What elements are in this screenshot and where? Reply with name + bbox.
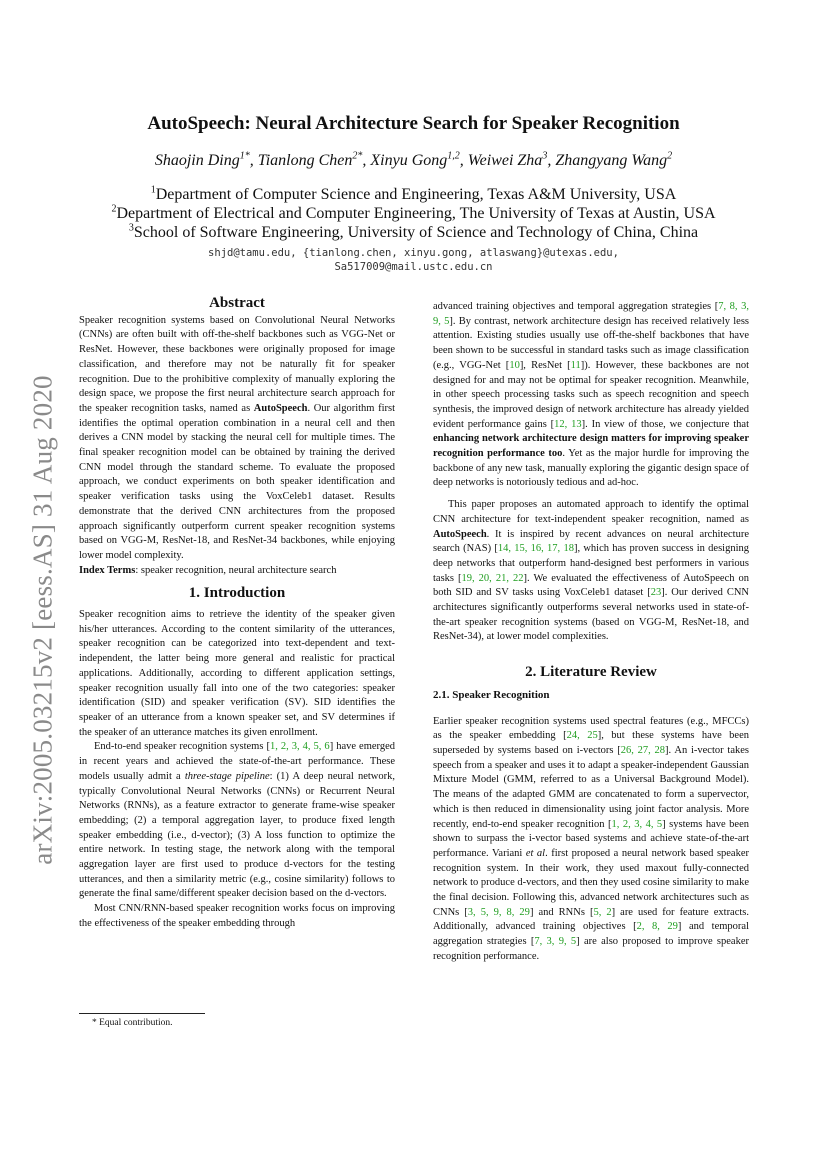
intro-paragraph: [79, 740, 395, 902]
text: : (1) A deep neural network, typically Convolutional Neural Networks (CNNs) or Recurrent Neural Networks (RNNs), as a feature extractor to generate frame-wise speaker embedding; (2) a temporal aggregation layer, to produce fixed length speaker embedding (i.e., d-vector); (3) A loss function to optimize the entire network. In testing stage, the network along with the temporal aggregation layer are first used to produce d-vectors for the testing utterances, and then a similarity metric (e.g., cosine similarity) follows to generate the final same/different speaker decision based on the d-vectors.: [79, 770, 395, 900]
text: ] and temporal aggregation strategies [: [433, 921, 749, 948]
intro-paragraph: [433, 300, 749, 491]
emphasis-bold: enhancing network architecture design matters for improving speaker recognition performance too: [433, 433, 749, 460]
citation-link[interactable]: 7, 8, 3, 9, 5: [433, 301, 750, 327]
intro-paragraph: [433, 498, 749, 645]
text: ], but these systems have been superseded by systems based on i-vectors [: [433, 730, 750, 756]
footnote-divider: [79, 1013, 205, 1014]
index-terms-text: : speaker recognition, neural architecture search: [135, 564, 337, 576]
text: ] are used for feature extracts. Additionally, advanced training objectives [: [433, 906, 750, 933]
affiliation: [0, 186, 827, 204]
left-column: [79, 296, 395, 932]
abstract-body: [79, 314, 395, 564]
affiliation-text: School of Software Engineering, University of Science and Technology of China, China: [133, 224, 699, 241]
email-line: shjd@tamu.edu, {tianlong.chen, xinyu.gong, atlaswang}@utexas.edu,: [208, 247, 619, 259]
text: . first proposed a neural network based speaker recognition system. In their work, they used maxout fully-connected network to produce d-vectors, and then they used cosine similarity to make the final decision. Following this, advanced network architectures such as CNNs [: [433, 847, 750, 918]
affiliation-number: 2: [111, 203, 117, 215]
emphasis-bold: AutoSpeech: [433, 528, 487, 540]
citation-link[interactable]: 7, 3, 9, 5: [534, 936, 577, 948]
author-name: Weiwei Zha: [467, 152, 543, 169]
citation-link[interactable]: 26, 27, 28: [620, 744, 666, 756]
index-terms-label: Index Terms: [79, 564, 136, 576]
citation-link[interactable]: 1, 2, 3, 4, 5, 6: [269, 741, 330, 753]
footnote: * Equal contribution.: [92, 1018, 173, 1028]
affiliation: [0, 205, 827, 223]
author-sup: 1*: [239, 150, 250, 162]
text: ], ResNet [: [519, 359, 571, 371]
citation-link[interactable]: 2, 8, 29: [636, 921, 678, 933]
citation-link[interactable]: 23: [650, 587, 662, 599]
citation-link[interactable]: 11: [570, 359, 581, 371]
text: ] are also proposed to improve speaker recognition performance.: [433, 936, 749, 962]
abstract-heading: Abstract: [209, 295, 265, 311]
emphasis: et al: [525, 847, 546, 859]
text: ]. In view of those, we conjecture that: [581, 418, 750, 430]
paper-title: AutoSpeech: Neural Architecture Search for Speaker Recognition: [147, 113, 680, 134]
text: ]. We evaluated the effectiveness of AutoSpeech on both SID and SV tasks using VoxCeleb1 dataset [: [433, 572, 750, 599]
affiliation: [0, 224, 827, 242]
citation-link[interactable]: 1, 2, 3, 4, 5: [611, 818, 663, 830]
arxiv-stamp-text: arXiv:2005.03215v2 [eess.AS] 31 Aug 2020: [27, 375, 58, 865]
text: ]. Our derived CNN architectures significantly outperforms several networks used in state-of-the-art speaker recognition systems (based on VGG-M, ResNet-18, and ResNet-34), at lower model complexities.: [433, 587, 749, 643]
citation-link[interactable]: 12, 13: [554, 418, 582, 430]
author-sup: 3: [542, 150, 548, 162]
text: ]). However, these backbones are not designed for and may not be optimal for speaker recognition. Meanwhile, in other speech processing tasks such as speech recognition and speech synthesis, the improved design of network architecture has already yielded evident performance gains [: [433, 359, 749, 430]
lit-review-heading: 2. Literature Review: [525, 664, 657, 681]
author-list: Shaojin Ding$^{1*}$, Tianlong Chen$^{2*}$, Xinyu Gong$^{1,2}$, Weiwei Zha$^3$, Zhangyang Wang$^2$: [154, 150, 673, 169]
author-name: Zhangyang Wang: [555, 152, 668, 169]
text: ]. An i-vector takes speech from a speaker and uses it to adapt a speaker-independent Gaussian Mixture Model (GMM, referred to as a Universal Background Model). The means of the adapted GMM are concatenated to form a supervector, which is then reduced in dimensionality using joint factor analysis. More recently, end-to-end speaker recognition [: [433, 744, 749, 830]
citation-link[interactable]: 3, 5, 9, 8, 29: [467, 906, 530, 918]
index-terms: [79, 564, 395, 579]
affiliation-number: 3: [128, 222, 134, 234]
arxiv-stamp: [23, 350, 63, 890]
affiliation-text: Department of Computer Science and Engineering, Texas A&M University, USA: [155, 186, 677, 203]
affiliation-text: Department of Electrical and Computer Engineering, The University of Texas at Austin, USA: [116, 205, 716, 222]
text: ] systems have been shown to surpass the i-vector based systems and achieve state-of-the-art performance. Variani: [433, 818, 749, 859]
subsection-heading: 2.1. Speaker Recognition: [433, 688, 550, 701]
text: . It is inspired by recent advances on neural architecture search (NAS) [: [433, 528, 749, 555]
citation-link[interactable]: 24, 25: [566, 730, 598, 742]
text: ] and RNNs [: [529, 906, 594, 918]
abstract-system-name: AutoSpeech: [253, 402, 308, 414]
text: ], which has proven success in designing deep networks that outperform hand-designed best performers in various tasks [: [433, 543, 750, 584]
text: This paper proposes an automated approach to identify the optimal CNN architecture for text-independent speaker recognition, named as: [433, 499, 749, 525]
intro-heading: 1. Introduction: [188, 585, 286, 602]
affiliation-number: 1: [150, 184, 156, 196]
abstract-text: . Our algorithm first identifies the optimal operation combination in a neural cell and then derives a CNN model by stacking the neural cell for multiple times. The final speaker recognition model can be obtained by training the derived CNN model through the standard scheme. To evaluate the proposed approach, we conduct experiments on both speaker identification and speaker verification tasks using the VoxCeleb1 dataset. Results demonstrate that the derived CNN architectures from the proposed approach significantly outperform current speaker recognition systems based on VGG-M, ResNet-18, and ResNet-34 backbones, while enjoying lower model complexity.: [79, 402, 395, 561]
text: ]. By contrast, network architecture design has received relatively less attention. Existing studies usually use off-the-shelf backbones that have been shown to be successful in standard tasks such as image classification (e.g., VGG-Net [: [433, 315, 749, 371]
email-line: Sa517009@mail.ustc.edu.cn: [334, 261, 493, 273]
author-name: Xinyu Gong: [370, 152, 448, 169]
author-sup: 1,2: [447, 150, 460, 162]
author-name: Tianlong Chen: [257, 152, 353, 169]
text: Earlier speaker recognition systems used spectral features (e.g., MFCCs) as the speaker embedding [: [433, 715, 749, 742]
emphasis: three-stage pipeline: [184, 770, 270, 782]
citation-link[interactable]: 14, 15, 16, 17, 18: [497, 543, 574, 555]
lit-paragraph: [433, 715, 749, 965]
intro-paragraph: Speaker recognition aims to retrieve the identity of the speaker given his/her utterances. According to the content similarity of the utterances, speaker recognition can be categorized into text-dependent and text-independent, the latter being more general and realistic for practical applications. Additionally, according to different application settings, speaker recognition usually fall into one of the two categories: speaker identification (SID) and speaker verification (SV). SID identifies the speaker of an utterance from a known speaker set, and SV determines if the speaker of an utterance matches its given enrollment.: [79, 609, 395, 738]
right-column: [433, 300, 749, 965]
citation-link[interactable]: 19, 20, 21, 22: [461, 572, 524, 584]
citation-link[interactable]: 5, 2: [593, 906, 612, 918]
author-sup: 2: [667, 150, 673, 162]
abstract-text: Speaker recognition systems based on Convolutional Neural Networks (CNNs) are often built with off-the-shelf backbones such as VGG-Net or ResNet. However, these backbones were originally proposed for image classification, and therefore may not be naturally fit for speaker recognition. Due to the prohibitive complexity of manually exploring the design space, we propose the first neural architecture search approach for the speaker recognition tasks, named as: [79, 314, 395, 414]
text: . Yet as the major hurdle for improving the backbone of any new task, manually exploring the gigantic design space of deep networks is notoriously tedious and ad-hoc.: [433, 448, 749, 489]
text: advanced training objectives and temporal aggregation strategies [: [433, 301, 719, 312]
text: End-to-end speaker recognition systems [: [94, 741, 270, 753]
author-sup: 2*: [352, 150, 363, 162]
citation-link[interactable]: 10: [509, 359, 520, 371]
author-name: Shaojin Ding: [154, 152, 240, 169]
intro-paragraph: Most CNN/RNN-based speaker recognition works focus on improving the effectiveness of the speaker embedding through: [79, 903, 395, 929]
text: ] have emerged in recent years and achieved the state-of-the-art performance. These models usually admit a: [79, 741, 396, 782]
